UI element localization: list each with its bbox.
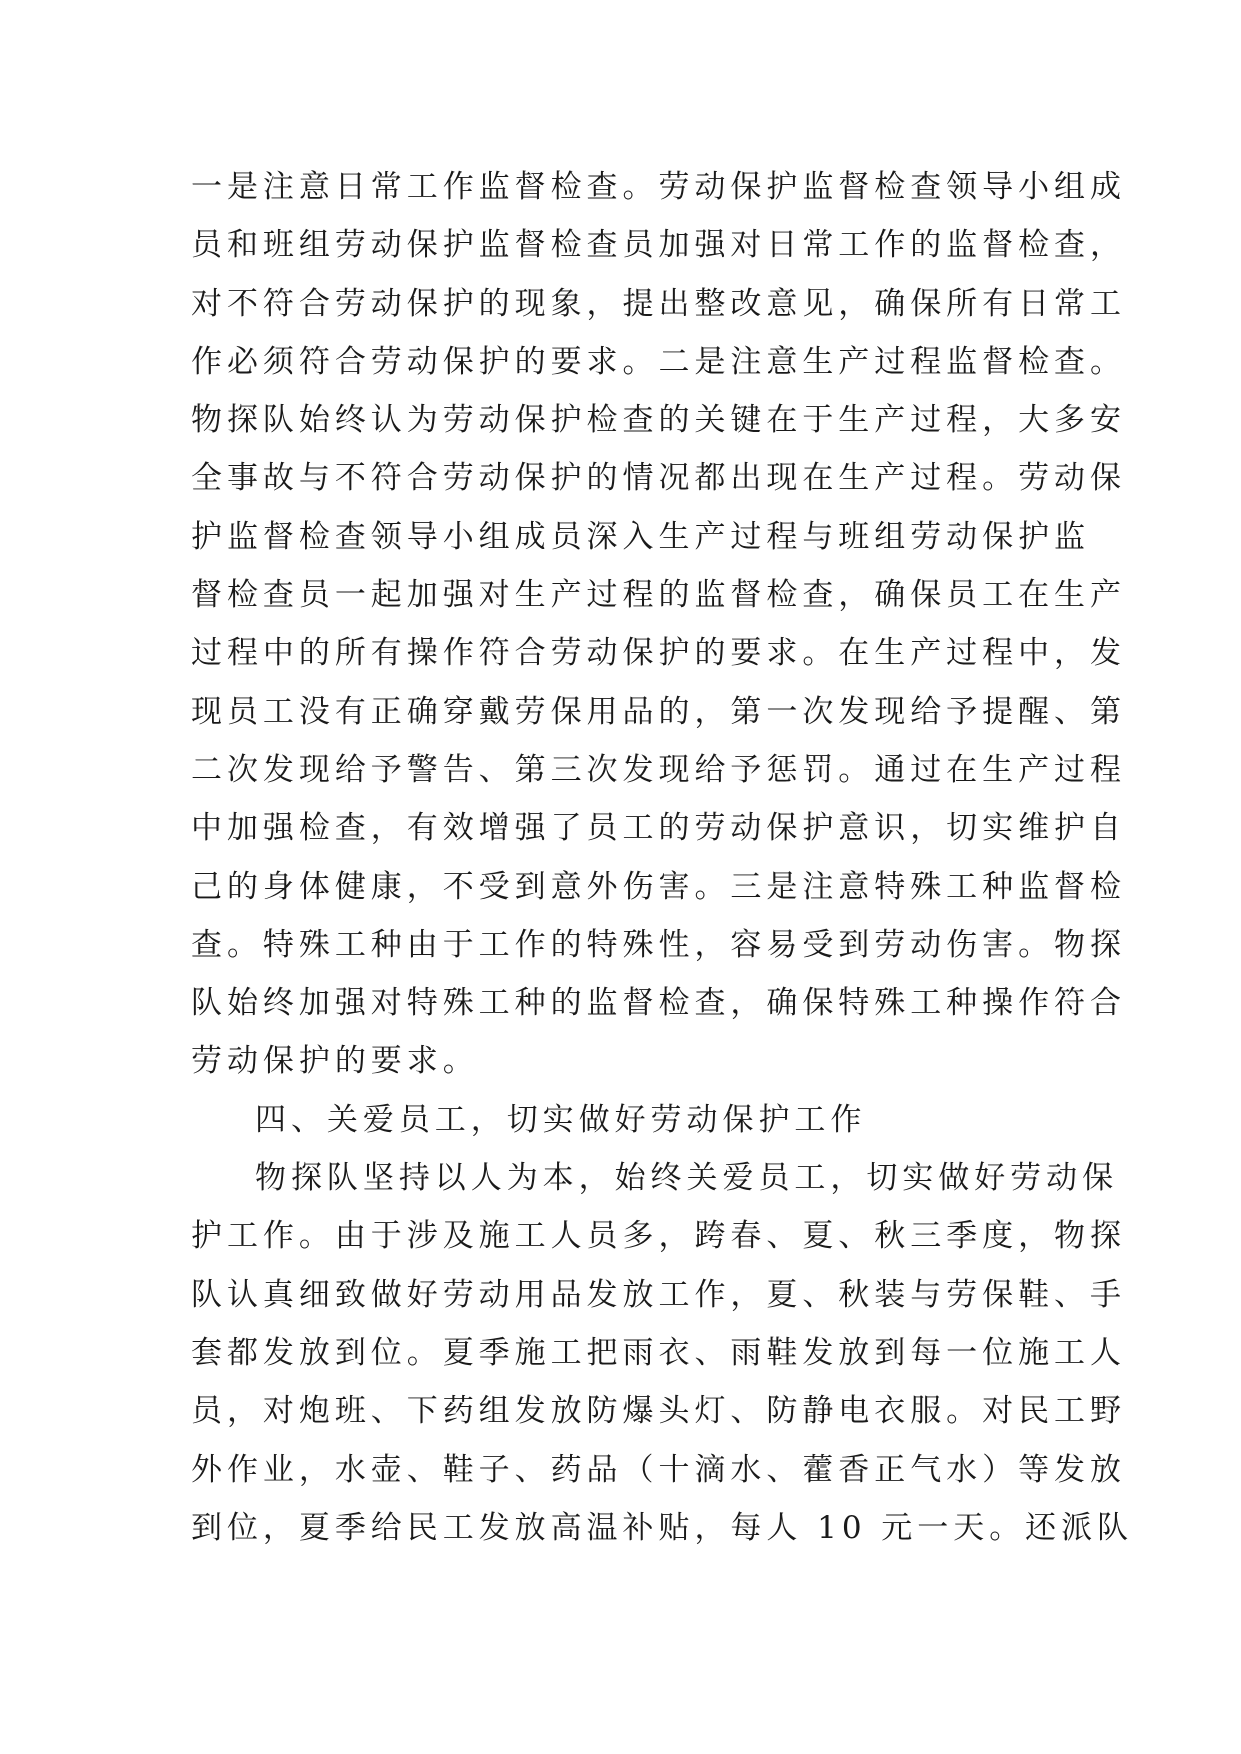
- paragraph-line: 护监督检查领导小组成员深入生产过程与班组劳动保护监: [191, 518, 1090, 555]
- paragraph-line: 一是注意日常工作监督检查。劳动保护监督检查领导小组成: [191, 169, 1126, 205]
- paragraph-line: 劳动保护的要求。: [191, 1043, 479, 1080]
- paragraph-line: 中加强检查，有效增强了员工的劳动保护意识，切实维护自: [191, 810, 1126, 847]
- paragraph-line: 二次发现给予警告、第三次发现给予惩罚。通过在生产过程: [191, 751, 1126, 788]
- paragraph-line: 对不符合劳动保护的现象，提出整改意见，确保所有日常工: [191, 285, 1126, 322]
- paragraph-line-indented: 四、关爱员工，切实做好劳动保护工作: [255, 1101, 867, 1138]
- body-text: [191, 158, 1134, 1557]
- paragraph-line: 己的身体健康，不受到意外伤害。三是注意特殊工种监督检: [191, 868, 1126, 905]
- paragraph-line-indented: 物探队坚持以人为本，始终关爱员工，切实做好劳动保: [255, 1160, 1119, 1197]
- paragraph-line: 查。特殊工种由于工作的特殊性，容易受到劳动伤害。物探: [191, 926, 1126, 963]
- paragraph-line: 作必须符合劳动保护的要求。二是注意生产过程监督检查。: [191, 343, 1126, 380]
- paragraph-line: 到位，夏季给民工发放高温补贴，每人 10 元一天。还派队: [191, 1509, 1134, 1546]
- paragraph-line: 过程中的所有操作符合劳动保护的要求。在生产过程中，发: [191, 635, 1126, 672]
- paragraph-line: 队始终加强对特殊工种的监督检查，确保特殊工种操作符合: [191, 985, 1126, 1022]
- paragraph-line: 全事故与不符合劳动保护的情况都出现在生产过程。劳动保: [191, 460, 1126, 497]
- paragraph-line: 外作业，水壶、鞋子、药品（十滴水、藿香正气水）等发放: [191, 1451, 1126, 1488]
- paragraph-line: 督检查员一起加强对生产过程的监督检查，确保员工在生产: [191, 577, 1126, 614]
- paragraph-line: 队认真细致做好劳动用品发放工作，夏、秋装与劳保鞋、手: [191, 1276, 1126, 1313]
- paragraph-line: 现员工没有正确穿戴劳保用品的，第一次发现给予提醒、第: [191, 693, 1126, 730]
- paragraph-line: 员和班组劳动保护监督检查员加强对日常工作的监督检查，: [191, 227, 1126, 264]
- paragraph-line: 物探队始终认为劳动保护检查的关键在于生产过程，大多安: [191, 402, 1126, 439]
- paragraph-line: 员，对炮班、下药组发放防爆头灯、防静电衣服。对民工野: [191, 1393, 1126, 1430]
- paragraph-line: 套都发放到位。夏季施工把雨衣、雨鞋发放到每一位施工人: [191, 1334, 1126, 1371]
- paragraph-line: 护工作。由于涉及施工人员多，跨春、夏、秋三季度，物探: [191, 1218, 1126, 1255]
